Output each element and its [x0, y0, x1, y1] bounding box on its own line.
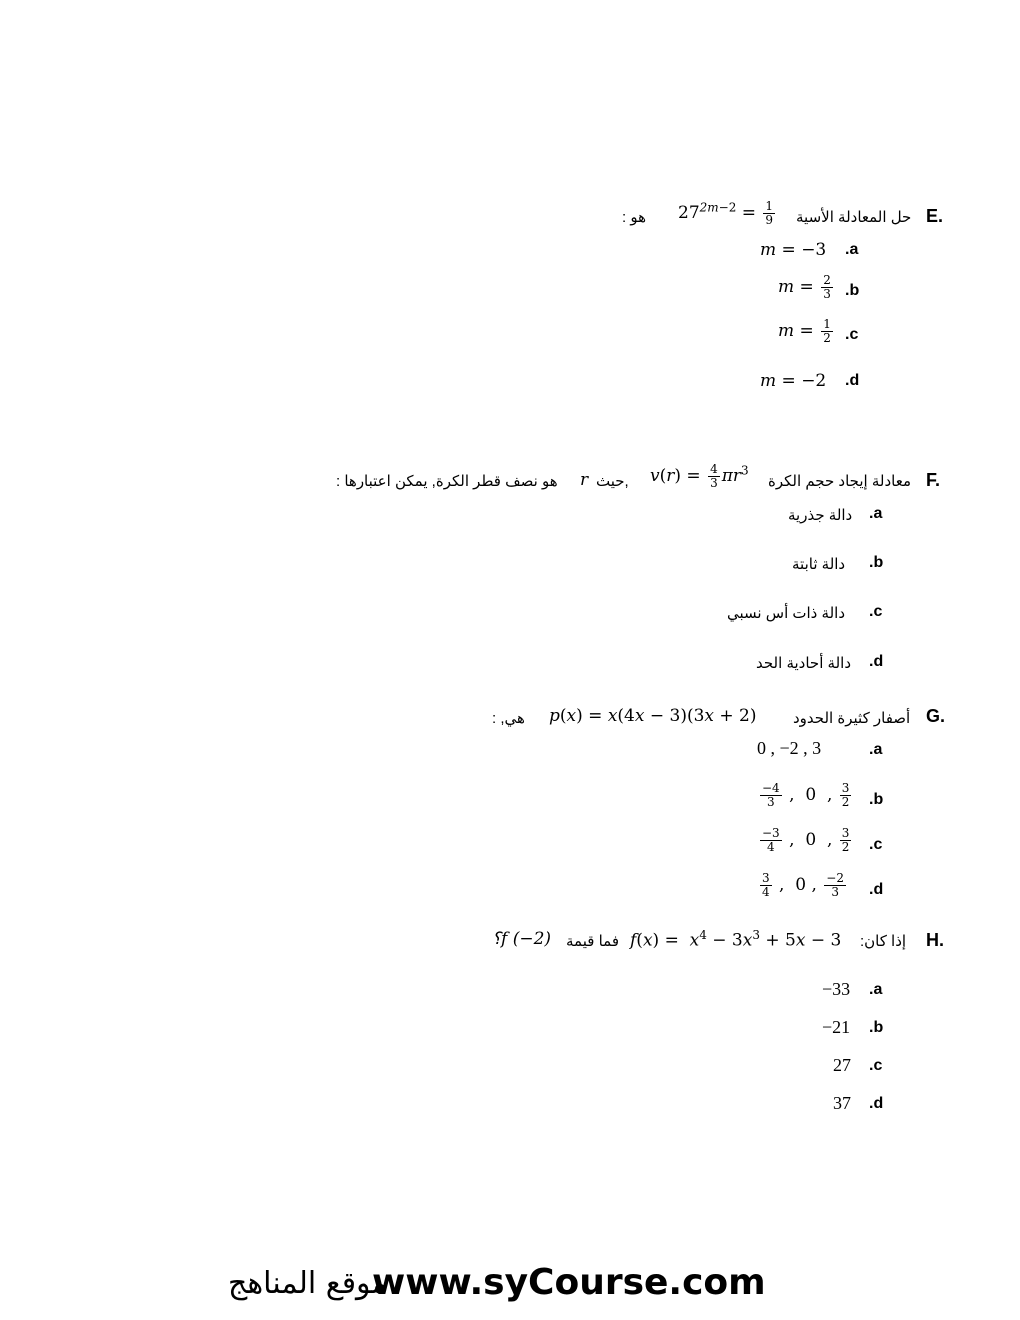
option-e-a-value: m = −3	[760, 240, 827, 260]
option-h-c-letter: .c	[869, 1057, 883, 1074]
option-g-d-value: $\frac{3}{4}$ , 0 , $\frac{-2}{3}$	[762, 871, 844, 899]
option-g-c-value: $\frac{-3}{4}$ , 0 , $\frac{3}{2}$	[762, 826, 850, 854]
option-f-b-text: دالة ثابتة	[792, 556, 846, 573]
question-e-text: حل المعادلة الأسية	[796, 209, 912, 226]
question-f-label: F.	[926, 470, 941, 490]
question-f-equation: v(r) = $\frac{4}{3}$ $\pi r^3$	[650, 462, 749, 490]
option-g-a-letter: .a	[869, 741, 883, 758]
option-h-c-value: 27	[833, 1055, 851, 1075]
option-h-d-letter: .d	[869, 1095, 884, 1112]
option-g-a-value: 0 , −2 , 3	[757, 738, 822, 758]
question-g-text: أصفار كثيرة الحدود	[793, 710, 911, 727]
option-h-a-value: −33	[822, 979, 851, 999]
question-h-mid: فما قيمة	[566, 933, 619, 950]
option-e-b-letter: .b	[845, 282, 860, 299]
option-h-a-letter: .a	[869, 981, 883, 998]
question-f-text: معادلة إيجاد حجم الكرة	[768, 473, 912, 490]
option-f-c-text: دالة ذات أس نسبي	[727, 605, 845, 622]
option-e-a-letter: .a	[845, 241, 859, 258]
option-g-c-letter: .c	[869, 836, 883, 853]
option-f-a-text: دالة جذرية	[788, 507, 853, 524]
option-e-b-value: m = $\frac{2}{3}$	[778, 273, 831, 301]
footer-url: www.syCourse.com	[372, 1262, 766, 1303]
question-e-label: E.	[926, 206, 944, 226]
question-f-mid: ,حيث	[596, 473, 629, 490]
option-e-d-letter: .d	[845, 372, 860, 389]
option-f-d-letter: .d	[869, 653, 884, 670]
option-g-b-letter: .b	[869, 791, 884, 808]
option-f-b-letter: .b	[869, 554, 884, 571]
question-h-tail: ؟f (−2)	[492, 929, 552, 949]
question-f-tail: هو نصف قطر الكرة, يمكن اعتبارها :	[336, 473, 558, 490]
option-g-b-value: $\frac{-4}{3}$ , 0 , $\frac{3}{2}$	[762, 781, 850, 809]
question-g-equation: p(x) = x(4x − 3)(3x + 2)	[549, 706, 757, 726]
question-h-label: H.	[926, 930, 944, 950]
question-f-variable: r	[580, 470, 589, 490]
option-f-a-letter: .a	[869, 505, 883, 522]
question-g-label: G.	[926, 706, 946, 726]
option-h-d-value: 37	[833, 1093, 851, 1113]
option-e-c-letter: .c	[845, 326, 859, 343]
footer-site-name: موقع المناهج	[228, 1266, 388, 1301]
option-g-d-letter: .d	[869, 881, 884, 898]
question-h-equation: $f(x) = x^4 - 3x^3 + 5x - 3$	[630, 928, 842, 951]
question-h-text: إذا كان:	[860, 933, 907, 950]
question-e-equation: $27^{2m-2}$ = $\frac{1}{9}$	[678, 199, 774, 227]
option-f-d-text: دالة أحادية الحد	[756, 655, 851, 672]
option-e-c-value: m = $\frac{1}{2}$	[778, 317, 831, 345]
option-h-b-value: −21	[822, 1017, 851, 1037]
option-h-b-letter: .b	[869, 1019, 884, 1036]
option-e-d-value: m = −2	[760, 371, 827, 391]
question-g-suffix: هي, :	[492, 710, 525, 727]
question-e-suffix: هو :	[622, 209, 646, 226]
option-f-c-letter: .c	[869, 603, 883, 620]
